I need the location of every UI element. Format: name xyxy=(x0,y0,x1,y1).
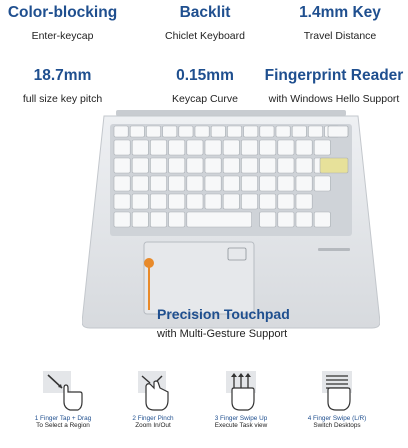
feature-backlit xyxy=(140,4,270,43)
keycap xyxy=(205,140,221,155)
keycap xyxy=(187,140,203,155)
keycap xyxy=(169,212,185,227)
feature-subtitle: Chiclet Keyboard xyxy=(165,30,245,42)
keycap xyxy=(260,126,274,137)
keycap xyxy=(241,194,257,209)
keycap xyxy=(314,140,330,155)
gesture-label: 4 Finger Swipe (L/R) xyxy=(307,415,367,422)
gesture-desc: Switch Desktops xyxy=(313,422,361,429)
gesture-label: 3 Finger Swipe Up xyxy=(214,415,268,422)
feature-title: Backlit xyxy=(179,4,231,21)
keycap xyxy=(150,176,166,191)
gesture-label: 1 Finger Tap + Drag xyxy=(34,415,92,422)
keycap xyxy=(130,126,144,137)
keycap xyxy=(150,158,166,173)
keycap xyxy=(169,176,185,191)
touchpad-subtitle: with Multi-Gesture Support xyxy=(157,328,288,340)
keycap xyxy=(278,194,294,209)
pinch-hand-icon xyxy=(130,368,176,414)
keycap xyxy=(205,176,221,191)
keycap xyxy=(114,126,128,137)
keycap xyxy=(227,126,241,137)
feature-title: 1.4mm Key xyxy=(299,4,381,21)
keycap xyxy=(260,194,276,209)
keycap xyxy=(150,140,166,155)
feature-subtitle: with Windows Hello Support xyxy=(268,93,400,105)
keycap xyxy=(278,176,294,191)
keycap xyxy=(169,158,185,173)
keycap xyxy=(260,140,276,155)
gesture-two-finger-pinch xyxy=(108,368,198,429)
keycap xyxy=(276,126,290,137)
keycap xyxy=(278,212,294,227)
keycap xyxy=(187,176,203,191)
keycap xyxy=(187,194,203,209)
keycap xyxy=(241,140,257,155)
keycap xyxy=(132,212,148,227)
feature-fingerprint-reader xyxy=(260,67,408,106)
gesture-four-finger-swipe xyxy=(282,368,392,429)
keycap xyxy=(114,212,130,227)
keycap xyxy=(308,126,322,137)
keycap xyxy=(132,176,148,191)
keycap xyxy=(296,176,312,191)
gesture-label: 2 Finger Pinch xyxy=(132,415,174,422)
feature-subtitle: Keycap Curve xyxy=(172,93,238,105)
keycap xyxy=(195,126,209,137)
gesture-desc: To Select a Region xyxy=(36,422,90,429)
laptop-keyboard-illustration xyxy=(82,110,380,330)
keycap xyxy=(114,176,130,191)
feature-keycap-curve xyxy=(140,67,270,106)
touchpad-title: Precision Touchpad xyxy=(157,306,290,322)
tap-drag-hand-icon xyxy=(40,368,86,414)
keycap xyxy=(179,126,193,137)
feature-color-blocking xyxy=(0,4,125,43)
touchpad-callout-line xyxy=(148,262,150,310)
feature-title: 0.15mm xyxy=(176,67,234,84)
fingerprint-reader-key xyxy=(328,126,348,137)
enter-key xyxy=(320,158,348,173)
feature-subtitle: Travel Distance xyxy=(303,30,377,42)
swipe-up-hand-icon xyxy=(218,368,264,414)
keycap xyxy=(223,140,239,155)
hinge xyxy=(116,110,346,116)
keycap xyxy=(314,212,330,227)
keycap xyxy=(260,158,276,173)
keycap xyxy=(150,212,166,227)
feature-key-travel xyxy=(272,4,408,43)
keycap xyxy=(296,212,312,227)
keycap xyxy=(278,140,294,155)
keycap xyxy=(169,194,185,209)
feature-subtitle: Enter-keycap xyxy=(31,30,94,42)
keycap xyxy=(278,158,294,173)
brand-mark xyxy=(318,248,350,251)
keycap xyxy=(223,194,239,209)
keycap xyxy=(132,140,148,155)
keycap xyxy=(163,126,177,137)
keycap xyxy=(132,194,148,209)
keycap xyxy=(244,126,258,137)
keycap xyxy=(146,126,160,137)
keycap xyxy=(169,140,185,155)
feature-subtitle: full size key pitch xyxy=(22,93,103,105)
keycap xyxy=(187,158,203,173)
gesture-desc: Zoom In/Out xyxy=(135,422,171,429)
gesture-one-finger-drag xyxy=(18,368,108,429)
keycap xyxy=(241,158,257,173)
keycap xyxy=(205,158,221,173)
feature-title: Fingerprint Reader xyxy=(264,67,404,84)
keycap xyxy=(187,212,252,227)
keycap xyxy=(114,194,130,209)
keycap xyxy=(260,176,276,191)
keycap xyxy=(114,158,130,173)
feature-title: 18.7mm xyxy=(33,67,92,84)
touchpad-callout-dot xyxy=(144,258,154,268)
keycap xyxy=(296,194,312,209)
keycap xyxy=(260,212,276,227)
gesture-desc: Execute Task view xyxy=(214,422,268,429)
keycap xyxy=(211,126,225,137)
feature-key-pitch xyxy=(0,67,125,106)
swipe-sideways-hand-icon xyxy=(314,368,360,414)
keycap xyxy=(241,176,257,191)
keycap xyxy=(132,158,148,173)
keycap xyxy=(223,176,239,191)
gesture-three-finger-swipe xyxy=(196,368,286,429)
keycap xyxy=(150,194,166,209)
keycap xyxy=(314,176,330,191)
keycap xyxy=(296,140,312,155)
keycap xyxy=(296,158,312,173)
keycap xyxy=(223,158,239,173)
keycap xyxy=(205,194,221,209)
keycap xyxy=(114,140,130,155)
touchpad xyxy=(144,242,254,314)
keycap xyxy=(292,126,306,137)
feature-title: Color-blocking xyxy=(7,4,118,21)
